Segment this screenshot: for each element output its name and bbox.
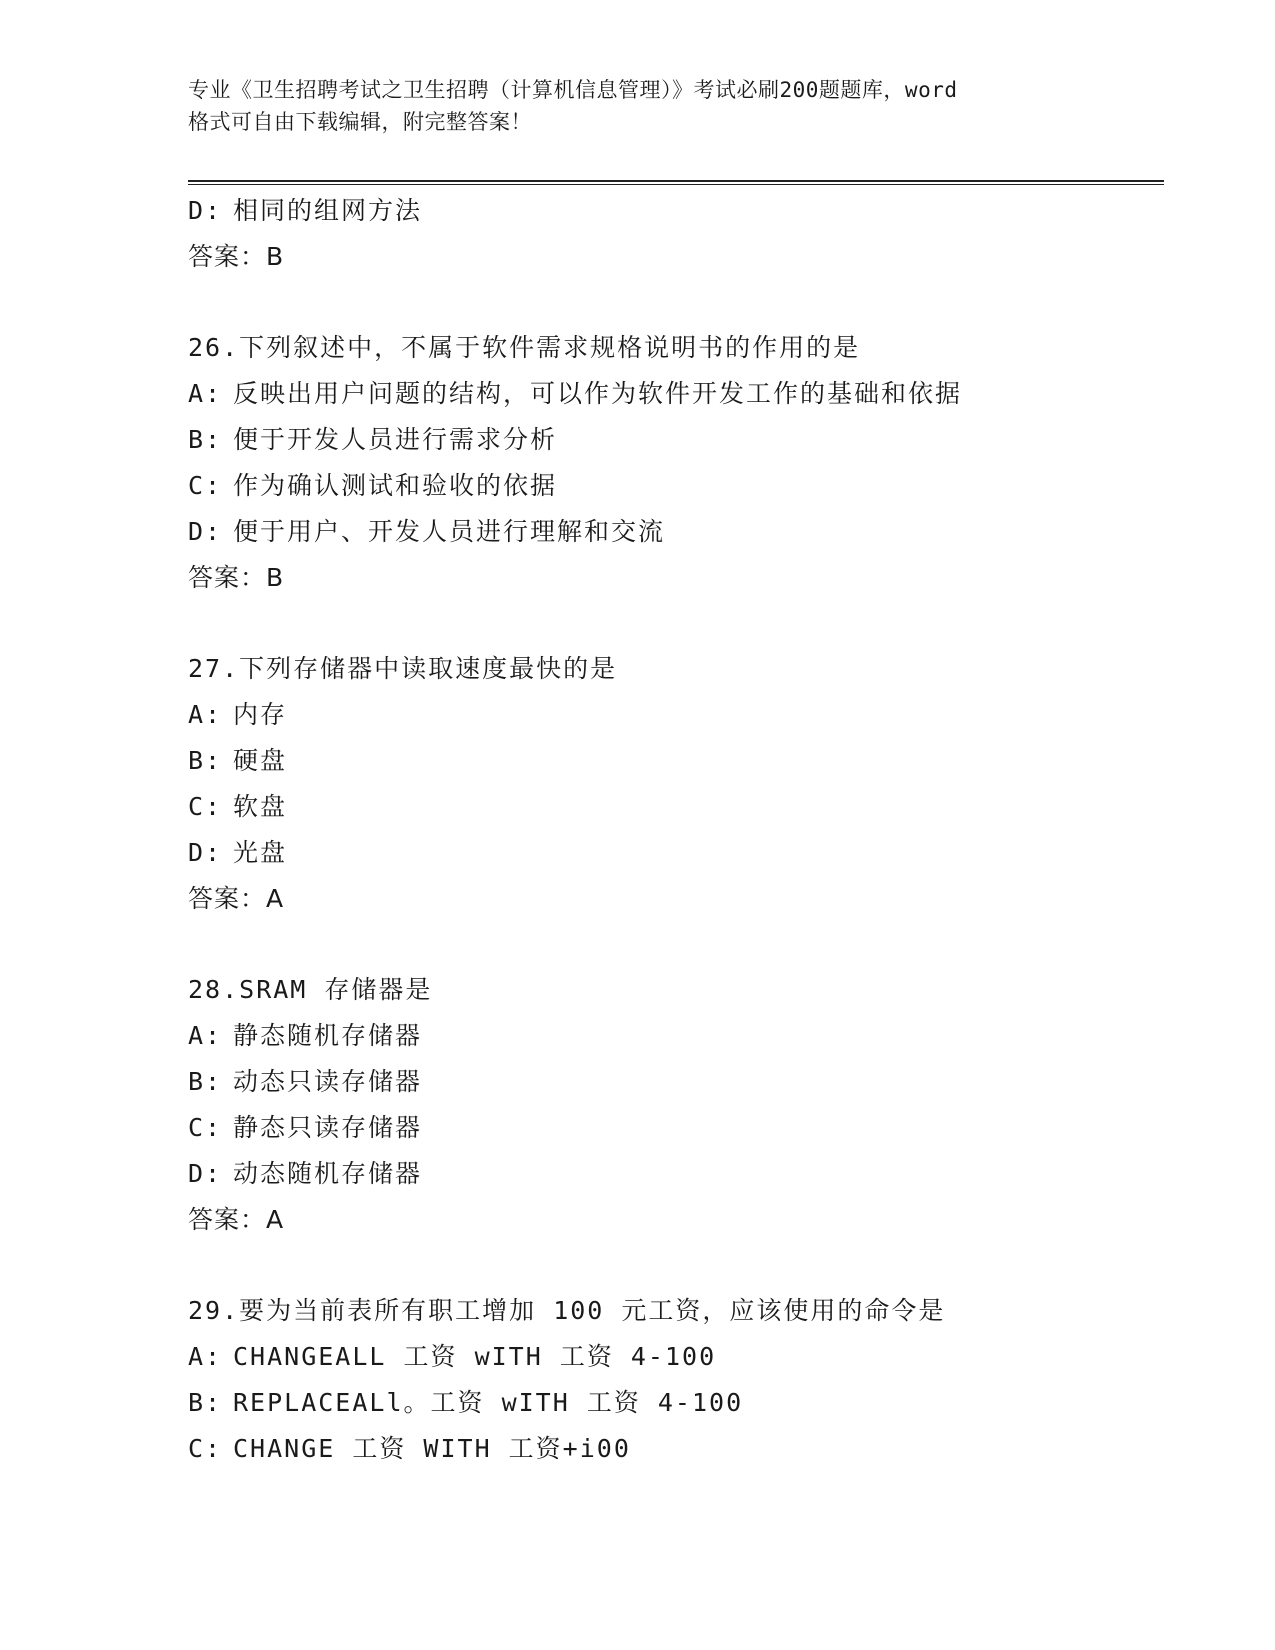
spacer [188, 1243, 1164, 1288]
option-text: 动态随机存储器 [233, 1159, 423, 1188]
option-text: CHANGEALL 工资 wITH 工资 4-100 [233, 1342, 717, 1371]
option-label: C: [188, 792, 223, 821]
option-label: B: [188, 1388, 223, 1417]
question-block [188, 1288, 1164, 1472]
option-line [188, 1334, 1164, 1380]
option-text: 硬盘 [233, 746, 288, 775]
option-line [188, 1380, 1164, 1426]
option-label: C: [188, 471, 223, 500]
option-label: C: [188, 1434, 223, 1463]
option-line [188, 784, 1164, 830]
option-text: 便于开发人员进行需求分析 [233, 425, 558, 454]
spacer [188, 280, 1164, 325]
option-text: 软盘 [233, 792, 288, 821]
option-line [188, 1426, 1164, 1472]
option-label: B: [188, 1067, 223, 1096]
question-block [188, 325, 1164, 601]
option-text: 静态随机存储器 [233, 1021, 423, 1050]
spacer [188, 601, 1164, 646]
option-text: 动态只读存储器 [233, 1067, 423, 1096]
option-label: A: [188, 1021, 223, 1050]
answer-line: 答案：B [188, 563, 285, 592]
option-line [188, 463, 1164, 509]
option-label: B: [188, 425, 223, 454]
option-line [188, 1059, 1164, 1105]
option-label: A: [188, 379, 223, 408]
option-text: 内存 [233, 700, 288, 729]
option-line [188, 1105, 1164, 1151]
option-line [188, 1013, 1164, 1059]
option-text: 作为确认测试和验收的依据 [233, 471, 558, 500]
header-line-2: 格式可自由下载编辑，附完整答案！ [188, 110, 532, 134]
option-line [188, 188, 1164, 234]
question-stem: 28.SRAM 存储器是 [188, 975, 433, 1004]
answer-line: 答案：A [188, 1205, 285, 1234]
question-block [188, 646, 1164, 922]
page-header [188, 74, 1088, 138]
option-line [188, 830, 1164, 876]
option-text: 静态只读存储器 [233, 1113, 423, 1142]
option-label: B: [188, 746, 223, 775]
answer-line: 答案：A [188, 884, 285, 913]
question-block [188, 967, 1164, 1243]
option-line [188, 692, 1164, 738]
question-stem: 29.要为当前表所有职工增加 100 元工资，应该使用的命令是 [188, 1296, 946, 1325]
question-stem: 26.下列叙述中，不属于软件需求规格说明书的作用的是 [188, 333, 861, 362]
option-label: A: [188, 1342, 223, 1371]
option-line [188, 371, 1164, 417]
option-label: D: [188, 517, 223, 546]
answer-line: 答案：B [188, 242, 285, 271]
option-text: 相同的组网方法 [233, 196, 423, 225]
option-text: REPLACEALl。工资 wITH 工资 4-100 [233, 1388, 744, 1417]
option-line [188, 738, 1164, 784]
option-label: D: [188, 1159, 223, 1188]
question-stem: 27.下列存储器中读取速度最快的是 [188, 654, 618, 683]
option-label: C: [188, 1113, 223, 1142]
option-text: 光盘 [233, 838, 288, 867]
option-text: 便于用户、开发人员进行理解和交流 [233, 517, 666, 546]
option-line [188, 509, 1164, 555]
option-label: D: [188, 838, 223, 867]
option-text: 反映出用户问题的结构，可以作为软件开发工作的基础和依据 [233, 379, 963, 408]
option-label: D: [188, 196, 223, 225]
header-divider [188, 180, 1164, 185]
document-body [188, 188, 1164, 1472]
spacer [188, 922, 1164, 967]
option-text: CHANGE 工资 WITH 工资+i00 [233, 1434, 631, 1463]
header-line-1: 专业《卫生招聘考试之卫生招聘（计算机信息管理）》考试必刷200题题库，word [188, 78, 958, 102]
option-line [188, 1151, 1164, 1197]
option-line [188, 417, 1164, 463]
option-label: A: [188, 700, 223, 729]
